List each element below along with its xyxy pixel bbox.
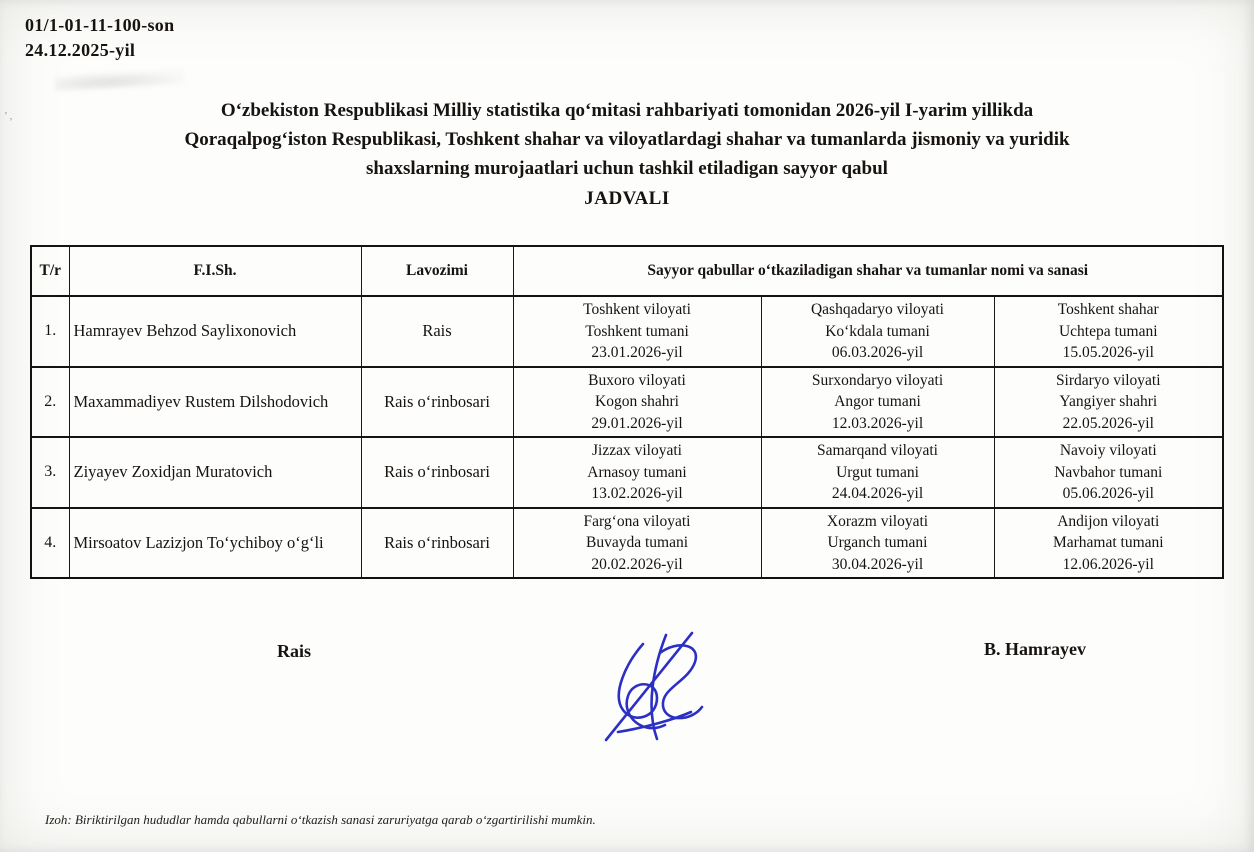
col-header-name: F.I.Sh.: [69, 246, 361, 296]
visit-region: Andijon viloyati: [1057, 512, 1160, 530]
visit-region: Xorazm viloyati: [826, 512, 929, 530]
visit-region: Qashqadaryo viloyati: [810, 301, 944, 318]
visit-region: Surxondaryo viloyati: [811, 371, 944, 389]
visit-cell: [513, 437, 761, 508]
visit-date: 05.06.2026-yil: [1062, 485, 1154, 502]
table-row: [31, 296, 1223, 367]
visit-region: Toshkent shahar: [1057, 301, 1159, 318]
document-date: 24.12.2025-yil: [25, 40, 136, 60]
visit-district: Angor tumani: [834, 393, 921, 410]
visit-date: 12.03.2026-yil: [831, 414, 924, 432]
handwritten-signature-icon: [573, 628, 748, 746]
visit-district: Marhamat tumani: [1052, 534, 1164, 551]
visit-district: Toshkent tumani: [585, 322, 689, 340]
document-title: [52, 96, 1202, 213]
signer-name: B. Hamrayev: [984, 639, 1086, 659]
title-jadvali: JADVALI: [584, 188, 670, 209]
document-number-block: [25, 13, 174, 63]
visit-date: 13.02.2026-yil: [591, 485, 683, 502]
visit-date: 22.05.2026-yil: [1062, 414, 1154, 432]
col-header-visits: Sayyor qabullar o‘tkaziladigan shahar va tumanlar nomi va sanasi: [513, 246, 1223, 296]
schedule-table: [30, 245, 1224, 579]
footnote: Izoh: Biriktirilgan hududlar hamda qabullarni o‘tkazish sanasi zaruriyatga qarab o‘zgartirilishi mumkin.: [45, 812, 596, 827]
visit-cell: [994, 367, 1223, 438]
table-header-row: [31, 246, 1223, 296]
signer-position-label: Rais: [277, 641, 312, 661]
visit-date: 29.01.2026-yil: [591, 414, 683, 432]
row-number: 2.: [31, 367, 69, 438]
scan-smudge: [55, 69, 186, 92]
visit-region: Toshkent viloyati: [583, 301, 691, 318]
person-position: Rais o‘rinbosari: [361, 437, 513, 508]
visit-date: 12.06.2026-yil: [1062, 555, 1154, 573]
title-line-2: Qoraqalpog‘iston Respublikasi, Toshkent shahar va viloyatlardagi shahar va tumanlarda jismoniy va yuridik: [184, 129, 1070, 150]
visit-district: Buvayda tumani: [585, 534, 689, 551]
title-line-1: O‘zbekiston Respublikasi Milliy statistika qo‘mitasi rahbariyati tomonidan 2026-yil I-yarim yillikda: [220, 100, 1034, 121]
visit-cell: [994, 437, 1223, 508]
visit-cell: [513, 296, 761, 367]
scan-noise-marks: ’ ,: [4, 110, 13, 122]
visit-district: Urganch tumani: [827, 534, 928, 551]
person-name: Maxammadiyev Rustem Dilshodovich: [69, 367, 361, 438]
visit-district: Uchtepa tumani: [1058, 322, 1158, 340]
person-name: Hamrayev Behzod Saylixonovich: [69, 296, 361, 367]
visit-district: Yangiyer shahri: [1059, 393, 1158, 410]
table-row: [31, 437, 1223, 508]
person-name: Ziyayev Zoxidjan Muratovich: [69, 437, 361, 508]
visit-region: Buxoro viloyati: [588, 371, 686, 389]
visit-cell: [761, 437, 994, 508]
visit-date: 30.04.2026-yil: [831, 555, 924, 573]
col-header-position: Lavozimi: [361, 246, 513, 296]
person-position: Rais: [361, 296, 513, 367]
table-row: [31, 508, 1223, 579]
visit-cell: [994, 296, 1223, 367]
title-line-3: shaxslarning murojaatlari uchun tashkil etiladigan sayyor qabul: [366, 158, 888, 179]
person-position: Rais o‘rinbosari: [361, 508, 513, 579]
row-number: 3.: [31, 437, 69, 508]
visit-cell: [513, 508, 761, 579]
visit-region: Samarqand viloyati: [817, 442, 938, 459]
visit-cell: [761, 296, 994, 367]
visit-date: 23.01.2026-yil: [591, 344, 683, 361]
person-position: Rais o‘rinbosari: [361, 367, 513, 438]
visit-cell: [761, 508, 994, 579]
visit-cell: [761, 367, 994, 438]
visit-district: Urgut tumani: [836, 463, 919, 481]
visit-date: 06.03.2026-yil: [831, 344, 924, 361]
row-number: 1.: [31, 296, 69, 367]
visit-region: Farg‘ona viloyati: [583, 512, 691, 530]
visit-cell: [513, 367, 761, 438]
visit-date: 20.02.2026-yil: [591, 555, 683, 573]
document-number: 01/1-01-11-100-son: [25, 15, 175, 35]
visit-region: Sirdaryo viloyati: [1055, 371, 1161, 389]
visit-region: Jizzax viloyati: [592, 442, 682, 459]
visit-district: Navbahor tumani: [1054, 463, 1163, 481]
visit-date: 24.04.2026-yil: [831, 485, 924, 502]
col-header-number: T/r: [31, 246, 69, 296]
visit-cell: [994, 508, 1223, 579]
row-number: 4.: [31, 508, 69, 579]
person-name: Mirsoatov Lazizjon To‘ychiboy o‘g‘li: [69, 508, 361, 579]
visit-district: Arnasoy tumani: [587, 463, 687, 481]
visit-district: Kogon shahri: [595, 393, 679, 410]
visit-date: 15.05.2026-yil: [1062, 344, 1154, 361]
visit-region: Navoiy viloyati: [1059, 442, 1157, 459]
table-row: [31, 367, 1223, 438]
visit-district: Ko‘kdala tumani: [825, 322, 930, 340]
